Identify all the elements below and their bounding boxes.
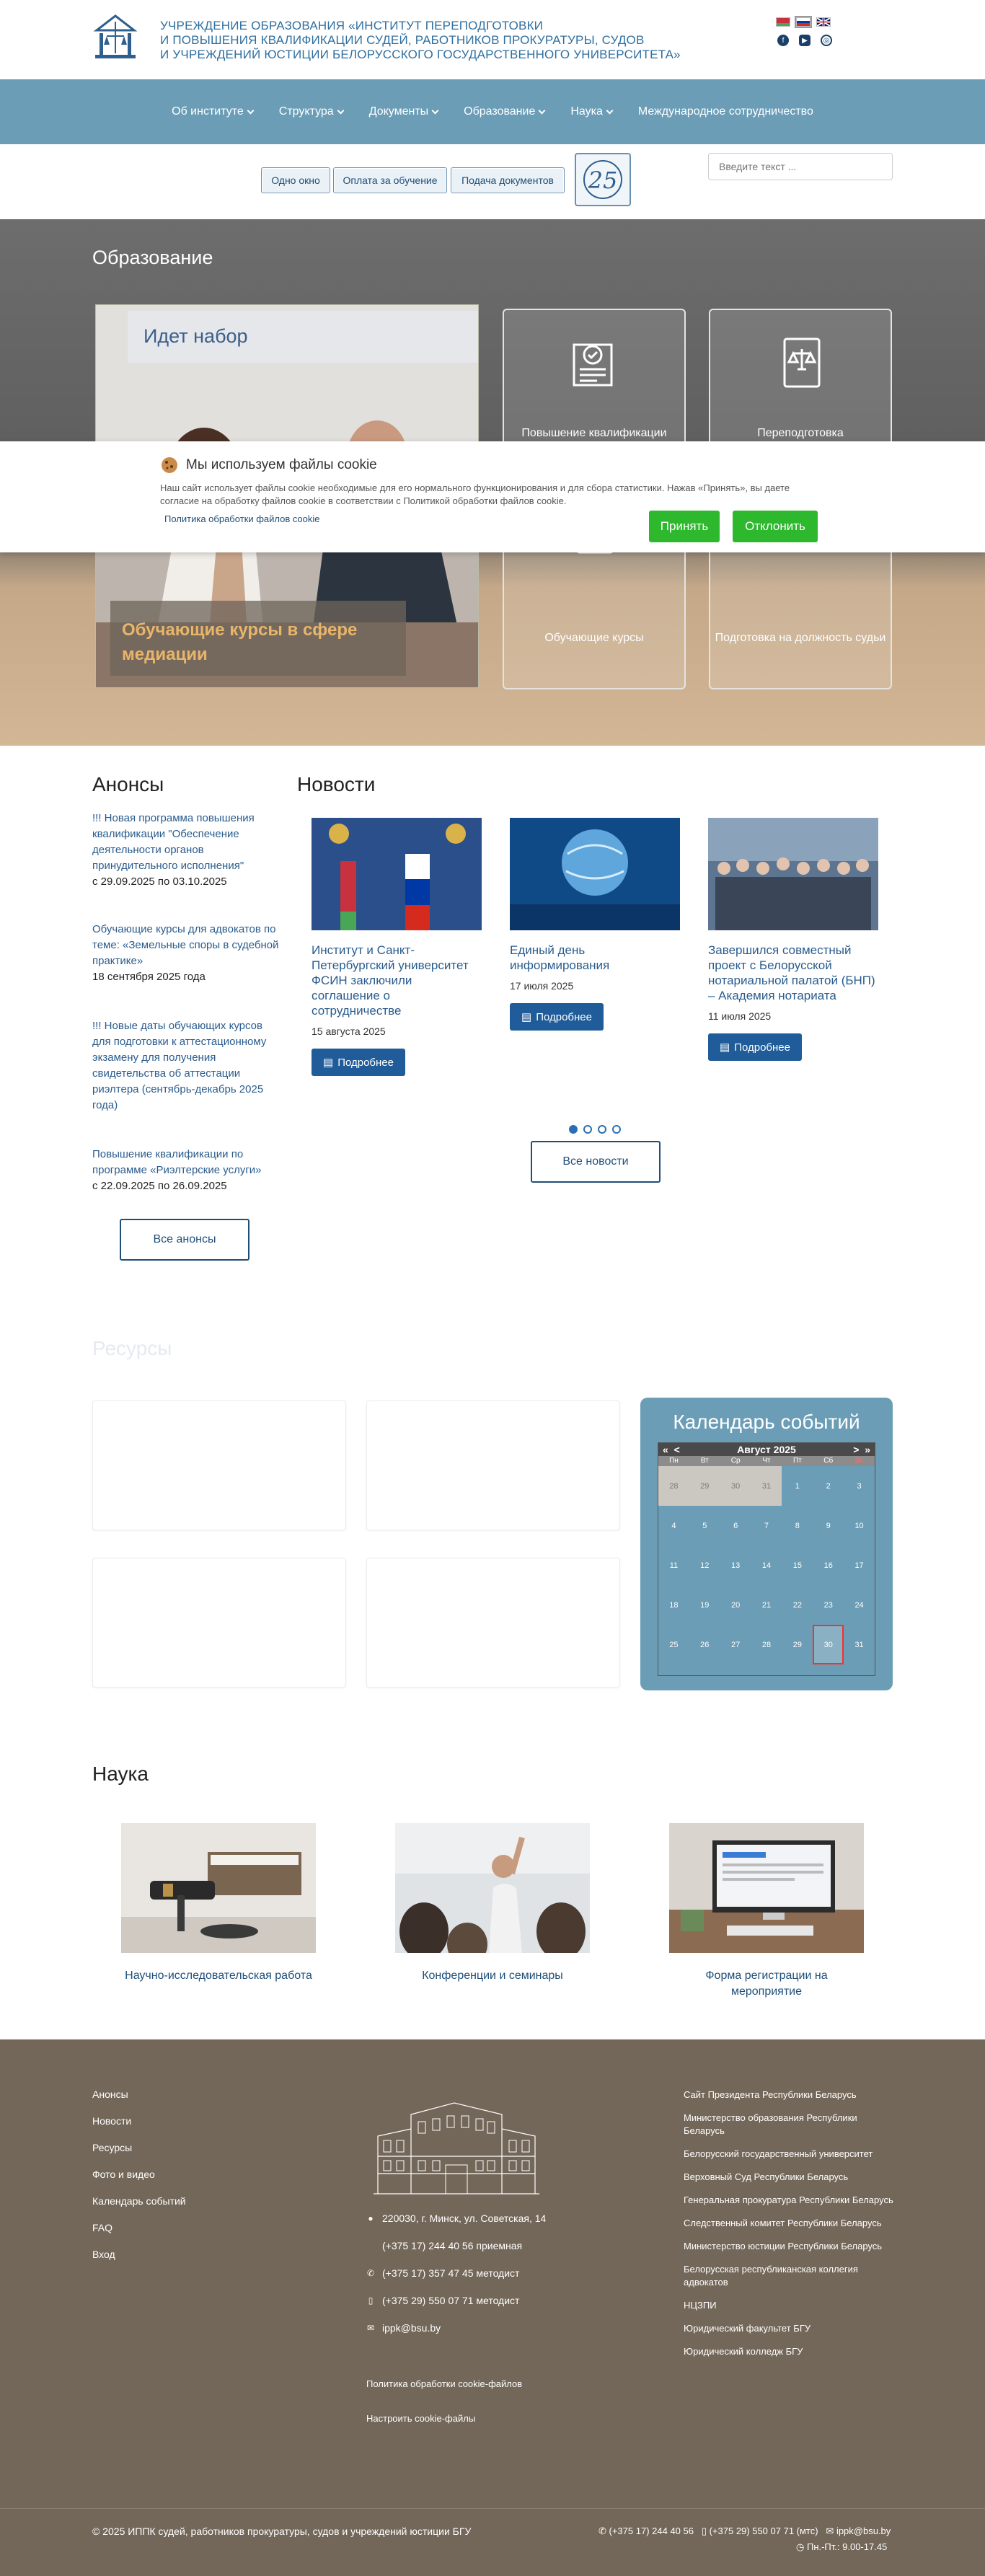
address-text: 220030, г. Минск, ул. Советская, 14 bbox=[382, 2213, 547, 2224]
footer-link-faq[interactable]: FAQ bbox=[92, 2222, 113, 2233]
news-more-button[interactable] bbox=[312, 1049, 405, 1076]
news-title: Новости bbox=[297, 773, 376, 795]
cookie-policy-link[interactable]: Политика обработки файлов cookie bbox=[164, 513, 320, 524]
partner-link[interactable]: Генеральная прокуратура Республики Беларусь bbox=[684, 2195, 893, 2205]
nav-label: Международное сотрудничество bbox=[637, 105, 813, 118]
calendar-day[interactable]: 7 bbox=[764, 1521, 769, 1530]
calendar-day[interactable]: 29 bbox=[792, 1640, 802, 1649]
nav-label: Об институте bbox=[172, 105, 244, 118]
recruitment-tag: Идет набор bbox=[128, 311, 479, 363]
partner-links bbox=[684, 2088, 900, 2358]
calendar-month: Август 2025 bbox=[737, 1444, 796, 1455]
announcement-item[interactable] bbox=[92, 922, 280, 985]
chevron-down-icon bbox=[432, 107, 439, 114]
nav-item-documents[interactable] bbox=[356, 105, 451, 118]
youtube-icon[interactable]: ▶ bbox=[799, 35, 810, 46]
announcement-date: с 22.09.2025 по 26.09.2025 bbox=[92, 1180, 227, 1192]
calendar-title: Календарь событий bbox=[673, 1411, 860, 1433]
cookie-policy-footer-link[interactable]: Политика обработки cookie-файлов bbox=[366, 2378, 523, 2389]
reception-phone-row[interactable] bbox=[366, 2240, 546, 2251]
bottom-mobile[interactable]: (+375 29) 550 07 71 (мтс) bbox=[709, 2526, 818, 2536]
news-more-button[interactable] bbox=[708, 1033, 802, 1061]
calendar-day[interactable]: 18 bbox=[669, 1600, 679, 1610]
facebook-icon[interactable]: f bbox=[777, 35, 789, 46]
map-pin-icon: ● bbox=[368, 2213, 374, 2223]
calendar-day[interactable]: 19 bbox=[700, 1600, 710, 1610]
title-line: УЧРЕЖДЕНИЕ ОБРАЗОВАНИЯ «ИНСТИТУТ ПЕРЕПОДГОТОВКИ bbox=[160, 19, 544, 32]
calendar-day[interactable]: 26 bbox=[700, 1640, 710, 1649]
announcement-item[interactable] bbox=[92, 1018, 280, 1113]
calendar-day[interactable]: 9 bbox=[826, 1521, 831, 1530]
law-book-icon bbox=[773, 333, 831, 392]
news-headline: Завершился совместный проект с Белорусской нотариальной палатой (БНП) – Академия нотариата bbox=[708, 943, 875, 1002]
mail-icon: ✉ bbox=[366, 2323, 375, 2333]
science-caption: Конференции и семинары bbox=[422, 1970, 563, 1982]
partner-link[interactable]: Белорусский государственный университет bbox=[684, 2148, 873, 2159]
language-switcher bbox=[776, 17, 831, 27]
all-news-button[interactable]: Все новости bbox=[531, 1141, 661, 1183]
mediation-course-label: Обучающие курсы в сфере медиации bbox=[110, 601, 406, 676]
weekday-label: Чт bbox=[762, 1457, 771, 1465]
science-card[interactable] bbox=[395, 1823, 590, 1984]
clock-icon: ◷ bbox=[796, 2541, 807, 2552]
news-card[interactable] bbox=[510, 818, 680, 1031]
resource-card[interactable] bbox=[366, 1401, 620, 1530]
partner-link[interactable]: Юридический факультет БГУ bbox=[684, 2323, 811, 2334]
news-headline: Единый день информирования bbox=[510, 943, 610, 972]
news-card[interactable] bbox=[708, 818, 878, 1061]
calendar-day[interactable]: 25 bbox=[669, 1640, 679, 1649]
calendar-day[interactable]: 3 bbox=[857, 1481, 862, 1491]
box-label: Подготовка на должность судьи bbox=[715, 632, 886, 644]
partner-link[interactable]: Министерство юстиции Республики Беларусь bbox=[684, 2241, 883, 2251]
institute-logo[interactable] bbox=[91, 13, 140, 61]
accept-cookies-button[interactable]: Принять bbox=[649, 511, 720, 542]
news-more-button[interactable] bbox=[510, 1003, 604, 1031]
partner-link[interactable]: НЦЗПИ bbox=[684, 2300, 717, 2311]
calendar-header bbox=[658, 1443, 875, 1456]
weekday-label: Сб bbox=[823, 1457, 834, 1465]
science-card[interactable] bbox=[669, 1823, 864, 2000]
copyright: © 2025 ИППК судей, работников прокуратуры, судов и учреждений юстиции БГУ bbox=[92, 2526, 472, 2537]
weekday-label: Вт bbox=[700, 1457, 709, 1465]
nav-item-international[interactable] bbox=[625, 105, 826, 118]
news-image bbox=[708, 818, 878, 930]
anniversary-badge[interactable] bbox=[575, 153, 631, 206]
mobile-icon: ▯ bbox=[368, 2295, 374, 2306]
one-window-button[interactable]: Одно окно bbox=[261, 167, 330, 193]
chevron-down-icon bbox=[247, 107, 254, 114]
calendar-day[interactable]: 30 bbox=[720, 1466, 751, 1506]
calendar-day[interactable]: 28 bbox=[658, 1466, 689, 1506]
calendar-day[interactable]: 23 bbox=[823, 1600, 833, 1610]
payment-button[interactable]: Оплата за обучение bbox=[333, 167, 447, 193]
gb-flag-icon[interactable] bbox=[816, 17, 831, 27]
calendar-day[interactable]: 15 bbox=[792, 1561, 802, 1570]
decline-cookies-button[interactable]: Отклонить bbox=[733, 511, 818, 542]
science-caption: Форма регистрации на мероприятие bbox=[705, 1970, 828, 1998]
resource-card[interactable] bbox=[92, 1401, 346, 1530]
partner-link[interactable]: Министерство образования Республики Беларусь bbox=[684, 2112, 857, 2136]
title-line: И ПОВЫШЕНИЯ КВАЛИФИКАЦИИ СУДЕЙ, РАБОТНИКОВ ПРОКУРАТУРЫ, СУДОВ bbox=[160, 33, 645, 47]
calendar-day[interactable]: 17 bbox=[854, 1561, 864, 1570]
calendar-day[interactable]: 29 bbox=[689, 1466, 720, 1506]
footer-link-news[interactable]: Новости bbox=[92, 2115, 132, 2127]
footer-nav bbox=[92, 2088, 186, 2260]
calendar-day[interactable]: 20 bbox=[731, 1600, 741, 1610]
nav-item-structure[interactable] bbox=[266, 105, 356, 118]
calendar-day[interactable]: 22 bbox=[792, 1600, 802, 1610]
calendar-day[interactable]: 21 bbox=[761, 1600, 772, 1610]
announcement-text: !!! Новые даты обучающих курсов для подготовки к аттестационному экзамену для получения свидетельства об аттестации риэлтера (сентябрь-декабрь 2025 года) bbox=[92, 1020, 267, 1111]
prev-year-button[interactable]: « bbox=[663, 1444, 668, 1455]
announcement-item[interactable] bbox=[92, 1147, 280, 1194]
social-links bbox=[777, 35, 832, 46]
calendar-day[interactable]: 13 bbox=[731, 1561, 741, 1570]
news-date: 15 августа 2025 bbox=[312, 1025, 386, 1037]
calendar-day[interactable]: 12 bbox=[700, 1561, 710, 1570]
main-nav bbox=[0, 79, 985, 144]
nav-item-science[interactable] bbox=[557, 105, 625, 118]
title-line: И УЧРЕЖДЕНИЙ ЮСТИЦИИ БЕЛОРУССКОГО ГОСУДАРСТВЕННОГО УНИВЕРСИТЕТА» bbox=[160, 48, 681, 61]
calendar-day[interactable]: 10 bbox=[854, 1521, 864, 1530]
calendar-day[interactable]: 6 bbox=[733, 1521, 738, 1530]
partner-link[interactable]: Юридический колледж БГУ bbox=[684, 2346, 803, 2357]
document-icon: ▤ bbox=[323, 1057, 334, 1069]
search-input[interactable] bbox=[708, 153, 893, 180]
resource-card[interactable] bbox=[366, 1558, 620, 1688]
partner-link[interactable]: Следственный комитет Республики Беларусь bbox=[684, 2218, 882, 2228]
chevron-down-icon bbox=[606, 107, 613, 114]
calendar-day[interactable]: 30 bbox=[813, 1625, 844, 1664]
partner-link[interactable]: Сайт Президента Республики Беларусь bbox=[684, 2089, 857, 2100]
institute-title[interactable] bbox=[160, 19, 737, 62]
email: ippk@bsu.by bbox=[382, 2322, 441, 2334]
nav-label: Наука bbox=[570, 105, 603, 118]
nav-item-education[interactable] bbox=[451, 105, 557, 118]
footer-link-media[interactable]: Фото и видео bbox=[92, 2169, 155, 2180]
calendar-day[interactable]: 1 bbox=[795, 1481, 800, 1491]
calendar-day[interactable]: 5 bbox=[702, 1521, 707, 1530]
calendar-day[interactable]: 11 bbox=[669, 1561, 679, 1570]
news-more-label: Подробнее bbox=[337, 1056, 394, 1069]
science-caption: Научно-исследовательская работа bbox=[125, 1970, 312, 1982]
chevron-down-icon bbox=[337, 107, 344, 114]
weekday-row bbox=[658, 1456, 875, 1466]
calendar-day[interactable]: 2 bbox=[826, 1481, 831, 1491]
science-title: Наука bbox=[92, 1763, 149, 1785]
nav-label: Образование bbox=[464, 105, 536, 118]
news-date: 17 июля 2025 bbox=[510, 980, 574, 992]
cookie-heading bbox=[160, 456, 377, 475]
science-image bbox=[669, 1823, 864, 1953]
partner-link[interactable]: Верховный Суд Республики Беларусь bbox=[684, 2171, 849, 2182]
calendar-day[interactable]: 14 bbox=[761, 1561, 772, 1570]
announcement-text: Обучающие курсы для адвокатов по теме: «Земельные споры в судебной практике» bbox=[92, 923, 279, 967]
calendar bbox=[658, 1442, 875, 1676]
footer-link-resources[interactable]: Ресурсы bbox=[92, 2142, 133, 2153]
pager-dot[interactable] bbox=[583, 1125, 592, 1134]
next-year-button[interactable]: » bbox=[865, 1444, 870, 1455]
footer-link-announcements[interactable]: Анонсы bbox=[92, 2088, 128, 2100]
bottom-email[interactable]: ippk@bsu.by bbox=[836, 2526, 891, 2536]
science-image bbox=[121, 1823, 316, 1953]
mobile-icon: ▯ bbox=[701, 2526, 710, 2536]
calendar-day[interactable]: 28 bbox=[761, 1640, 772, 1649]
calendar-day[interactable]: 31 bbox=[751, 1466, 782, 1506]
mobile-phone-row[interactable] bbox=[366, 2295, 546, 2306]
resource-card[interactable] bbox=[92, 1558, 346, 1688]
mobile-phone: (+375 29) 550 07 71 методист bbox=[382, 2295, 520, 2306]
box-label: Обучающие курсы bbox=[544, 632, 644, 644]
footer-contacts bbox=[366, 2213, 546, 2334]
news-image bbox=[312, 818, 482, 930]
weekday-label: Ср bbox=[730, 1457, 741, 1465]
announcement-text: Повышение квалификации по программе «Риэлтерские услуги» bbox=[92, 1148, 262, 1176]
reception-phone: (+375 17) 244 40 56 приемная bbox=[382, 2240, 523, 2251]
phone-icon: ✆ bbox=[366, 2268, 375, 2278]
working-hours bbox=[796, 2541, 887, 2553]
hero-title: Образование bbox=[92, 247, 213, 268]
document-icon: ▤ bbox=[720, 1041, 730, 1054]
ru-flag-icon[interactable] bbox=[796, 17, 810, 27]
news-image bbox=[510, 818, 680, 930]
calendar-day[interactable]: 31 bbox=[854, 1640, 864, 1649]
nav-label: Структура bbox=[278, 105, 334, 118]
calendar-day[interactable]: 16 bbox=[823, 1561, 833, 1570]
footer-link-calendar[interactable]: Календарь событий bbox=[92, 2195, 186, 2207]
weekday-label: Вс bbox=[854, 1457, 864, 1465]
news-date: 11 июля 2025 bbox=[708, 1010, 772, 1022]
news-more-label: Подробнее bbox=[536, 1010, 592, 1023]
methodist-phone-row[interactable] bbox=[366, 2267, 546, 2279]
weekday-label: Пт bbox=[792, 1457, 802, 1465]
announcement-item[interactable] bbox=[92, 811, 280, 890]
footer-link-login[interactable]: Вход bbox=[92, 2249, 115, 2260]
calendar-day[interactable]: 24 bbox=[854, 1600, 864, 1610]
box-label: Переподготовка bbox=[757, 427, 844, 439]
anniversary-seal-icon bbox=[580, 158, 626, 201]
science-card[interactable] bbox=[121, 1823, 316, 1984]
methodist-phone: (+375 17) 357 47 45 методист bbox=[382, 2267, 520, 2279]
chevron-down-icon bbox=[539, 107, 546, 114]
announcement-date: с 29.09.2025 по 03.10.2025 bbox=[92, 875, 227, 888]
box-label: Повышение квалификации bbox=[521, 427, 667, 439]
pager-dot[interactable] bbox=[598, 1125, 606, 1134]
news-pager bbox=[569, 1125, 621, 1134]
instagram-icon[interactable]: ◎ bbox=[821, 35, 832, 46]
submit-documents-button[interactable]: Подача документов bbox=[451, 167, 565, 193]
news-headline: Институт и Санкт-Петербургский университет ФСИН заключили соглашение о сотрудничестве bbox=[312, 943, 469, 1018]
calendar-day[interactable]: 8 bbox=[795, 1521, 800, 1530]
bottom-phone[interactable]: (+375 17) 244 40 56 bbox=[609, 2526, 694, 2536]
all-announcements-button[interactable]: Все анонсы bbox=[120, 1219, 249, 1261]
svg-text:25: 25 bbox=[588, 167, 618, 194]
hours-text: Пн.-Пт.: 9.00-17.45 bbox=[806, 2541, 888, 2552]
by-flag-icon[interactable] bbox=[776, 17, 790, 27]
cookie-text: Наш сайт использует файлы cookie необходимые для его нормального функционирования и для сбора статистики. Нажав «Принять», вы даете согласие на обработку файлов cookie в соответствии с Политикой обработки файлов cookie. bbox=[160, 482, 790, 506]
cookie-settings-link[interactable]: Настроить cookie-файлы bbox=[366, 2413, 476, 2424]
cookie-title: Мы используем файлы cookie bbox=[186, 457, 377, 472]
science-image bbox=[395, 1823, 590, 1953]
calendar-grid bbox=[658, 1466, 875, 1664]
pager-dot[interactable] bbox=[569, 1125, 578, 1134]
news-card[interactable] bbox=[312, 818, 482, 1076]
document-icon: ▤ bbox=[521, 1011, 532, 1023]
building-illustration bbox=[368, 2093, 545, 2198]
phone-icon: ✆ bbox=[598, 2526, 609, 2536]
partner-link[interactable]: Белорусская республиканская коллегия адвокатов bbox=[684, 2264, 858, 2288]
address-row bbox=[366, 2213, 546, 2224]
announcement-text: !!! Новая программа повышения квалификации "Обеспечение деятельности органов принудительного исполнения" bbox=[92, 812, 255, 872]
calendar-day[interactable]: 4 bbox=[671, 1521, 676, 1530]
nav-item-about[interactable] bbox=[159, 105, 266, 118]
mail-icon: ✉ bbox=[826, 2526, 836, 2536]
weekday-label: Пн bbox=[669, 1457, 679, 1465]
calendar-day[interactable]: 27 bbox=[731, 1640, 741, 1649]
announcements-title: Анонсы bbox=[92, 773, 164, 795]
next-month-button[interactable]: > bbox=[853, 1444, 860, 1455]
nav-label: Документы bbox=[368, 105, 429, 118]
certificate-icon bbox=[567, 333, 624, 392]
pager-dot[interactable] bbox=[612, 1125, 621, 1134]
prev-month-button[interactable]: < bbox=[673, 1444, 680, 1455]
bottom-contacts bbox=[598, 2526, 891, 2537]
email-row[interactable] bbox=[366, 2322, 546, 2334]
cookie-icon bbox=[160, 456, 179, 475]
resources-title: Ресурсы bbox=[92, 1337, 172, 1359]
news-more-label: Подробнее bbox=[734, 1041, 790, 1054]
announcement-date: 18 сентября 2025 года bbox=[92, 971, 206, 983]
